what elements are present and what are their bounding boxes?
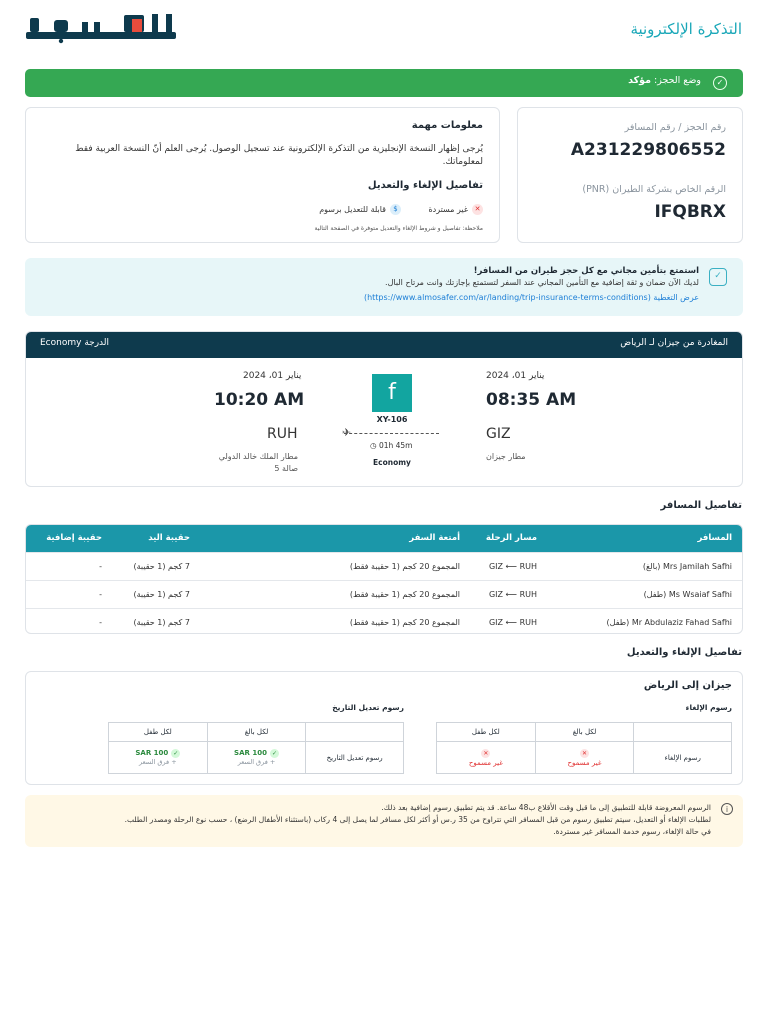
status-value: مؤكد [628, 75, 651, 86]
traveler-hand-bag: 7 كجم (1 حقيبة) [133, 590, 190, 599]
traveler-name: Mrs Jamilah Safhi (بالغ) [642, 562, 732, 571]
change-fees-table [108, 722, 404, 774]
col-hand: حقيبة اليد [148, 533, 190, 543]
cancellation-section-title: تفاصيل الإلغاء والتعديل [626, 647, 742, 658]
check-icon: ✓ [173, 750, 179, 757]
cancel-child-cell [437, 742, 536, 774]
close-icon: ✕ [483, 749, 489, 757]
modifiable-label: قابلة للتعديل برسوم [319, 205, 386, 214]
traveler-route: GIZ ⟵ RUH [488, 562, 537, 571]
arrival-airport-block [186, 451, 298, 475]
table-row [26, 580, 742, 608]
important-info-card [25, 107, 500, 243]
table-row [26, 552, 742, 580]
clock-icon: ◷ [370, 441, 379, 450]
page-title: التذكرة الإلكترونية [630, 20, 742, 38]
traveler-route: GIZ ⟵ RUH [488, 618, 537, 627]
important-info-title: معلومات مهمة [411, 120, 483, 131]
status-label: وضع الحجز: [654, 75, 701, 86]
duration-value: 01h 45m [378, 441, 413, 450]
departure-airport: مطار جيزان [486, 452, 526, 461]
not-allowed-label: غير مسموح [567, 758, 602, 767]
flight-header [26, 332, 742, 358]
note-line-3: في حالة الإلغاء، رسوم خدمة المسافر غير مستردة. [553, 827, 711, 836]
change-fees-title: رسوم تعديل التاريخ [332, 703, 404, 712]
booking-ref-label: رقم الحجز / رقم المسافر [624, 122, 726, 133]
fare-difference-label: + فرق السعر [139, 758, 177, 766]
col-extra: حقيبة إضافية [46, 533, 102, 543]
shield-icon: ✓ [709, 268, 727, 286]
per-child-header: لكل طفل [437, 723, 536, 742]
pnr-label: الرقم الخاص بشركة الطيران (PNR) [582, 184, 726, 195]
traveler-name: Mr Abdulaziz Fahad Safhi (طفل) [606, 618, 732, 627]
cancel-fee-row-label: رسوم الإلغاء [634, 742, 732, 774]
change-fee-row-label: رسوم تعديل التاريخ [306, 742, 404, 774]
insurance-banner [25, 258, 743, 316]
cancel-modify-title: تفاصيل الإلغاء والتعديل [367, 180, 483, 191]
traveler-baggage: المجموع 20 كجم (1 حقيبة فقط) [349, 562, 460, 571]
cancellation-card [25, 671, 743, 785]
non-refundable-tag [428, 204, 483, 215]
dollar-icon: $ [390, 204, 401, 215]
close-icon: ✕ [472, 204, 483, 215]
col-traveler: المسافر [697, 533, 732, 543]
arrival-airport: مطار الملك خالد الدولي [218, 452, 298, 461]
fare-difference-label: + فرق السعر [237, 758, 276, 766]
flight-class: الدرجة Economy [40, 338, 110, 348]
passenger-table-header [26, 525, 742, 552]
arrival-time: 10:20 AM [214, 390, 305, 410]
passenger-table [25, 524, 743, 634]
traveler-route: GIZ ⟵ RUH [488, 590, 537, 599]
arrival-terminal: صالة 5 [274, 464, 298, 473]
passenger-section-title: تفاصيل المسافر [660, 500, 742, 511]
booking-ref-value: A231229806552 [570, 140, 726, 160]
pnr-value: IFQBRX [654, 202, 726, 222]
traveler-baggage: المجموع 20 كجم (1 حقيبة فقط) [349, 590, 460, 599]
insurance-title: استمتع بتأمين مجاني مع كل حجز طيران من المسافر! [473, 266, 699, 276]
route-line [344, 433, 439, 434]
airline-logo: f [372, 374, 412, 412]
departure-code: GIZ [486, 426, 511, 442]
per-adult-header: لكل بالغ [535, 723, 634, 742]
per-child-header: لكل طفل [109, 723, 208, 742]
check-icon: ✓ [271, 750, 277, 757]
price-value: SAR 100 [135, 749, 169, 757]
insurance-coverage-link[interactable]: عرض التغطية (https://www.almosafer.com/ar/landing/trip-insurance-terms-conditions) [363, 293, 699, 302]
departure-date: يناير 01، 2024 [486, 371, 545, 381]
cancellation-route: جيزان إلى الرياض [643, 680, 732, 691]
traveler-baggage: المجموع 20 كجم (1 حقيبة فقط) [349, 618, 460, 627]
booking-status-text [628, 75, 701, 86]
traveler-extra-bag: - [99, 562, 102, 571]
traveler-hand-bag: 7 كجم (1 حقيبة) [133, 562, 190, 571]
table-row [26, 608, 742, 634]
change-child-cell [109, 742, 208, 774]
flight-details-card [25, 331, 743, 487]
cancel-note: ملاحظة: تفاصيل و شروط الإلغاء والتعديل متوفرة في الصفحة التالية [314, 225, 483, 232]
cancel-fees-title: رسوم الإلغاء [685, 703, 732, 712]
non-refundable-label: غير مستردة [428, 205, 468, 214]
booking-reference-card [517, 107, 743, 243]
info-icon: i [721, 803, 733, 815]
plane-icon: ✈ [342, 426, 352, 439]
flight-route-title: المغادرة من جيزان لـ الرياض [620, 338, 728, 348]
arrival-code: RUH [267, 426, 298, 442]
not-allowed-label: غير مسموح [468, 758, 503, 767]
note-line-1: الرسوم المعروضة قابلة للتطبيق إلى ما قبل وقت الأقلاع ب48 ساعة. قد يتم تطبيق رسوم إضافية بعد ذلك. [381, 803, 711, 812]
note-line-2: لطلبات الإلغاء أو التعديل، سيتم تطبيق رسوم من قبل المسافر التي تتراوح من 35 ر.س أو أكثر لكل مسافر لما يصل إلى 4 ركاب (باستثناء الأطفال الرضع) ، حسب نوع الرحلة ومصدر الطلب. [124, 815, 711, 824]
fees-notes-box [25, 795, 743, 847]
close-icon: ✕ [582, 749, 588, 757]
check-circle-icon: ✓ [713, 76, 727, 90]
traveler-name: Ms Wsaiaf Safhi (طفل) [643, 590, 732, 599]
important-info-text: يُرجى إظهار النسخة الإنجليزية من التذكرة الإلكترونية عند تسجيل الوصول. يُرجى العلم أنّ النسخة العربية فقط لمعلوماتك. [75, 144, 483, 167]
cancel-adult-cell [535, 742, 634, 774]
per-adult-header: لكل بالغ [207, 723, 306, 742]
col-baggage: أمتعة السفر [409, 533, 460, 543]
insurance-text: لديك الآن ضمان و ثقة إضافية مع التأمين المجاني عند السفر لتستمتع بإجازتك وانت مرتاح البال. [385, 278, 699, 287]
price-value: SAR 100 [234, 749, 267, 757]
cabin-class: Economy [373, 458, 411, 467]
almosafer-logo [24, 12, 182, 46]
change-adult-cell [207, 742, 306, 774]
booking-status-bar [25, 69, 743, 97]
traveler-extra-bag: - [99, 590, 102, 599]
traveler-extra-bag: - [99, 618, 102, 627]
flight-number: XY-106 [376, 415, 408, 424]
departure-time: 08:35 AM [486, 390, 577, 410]
flight-duration [370, 441, 412, 450]
arrival-date: يناير 01، 2024 [243, 371, 302, 381]
col-route: مسار الرحلة [485, 533, 537, 543]
traveler-hand-bag: 7 كجم (1 حقيبة) [133, 618, 190, 627]
cancel-fees-table [436, 722, 732, 774]
modifiable-tag [319, 204, 401, 215]
